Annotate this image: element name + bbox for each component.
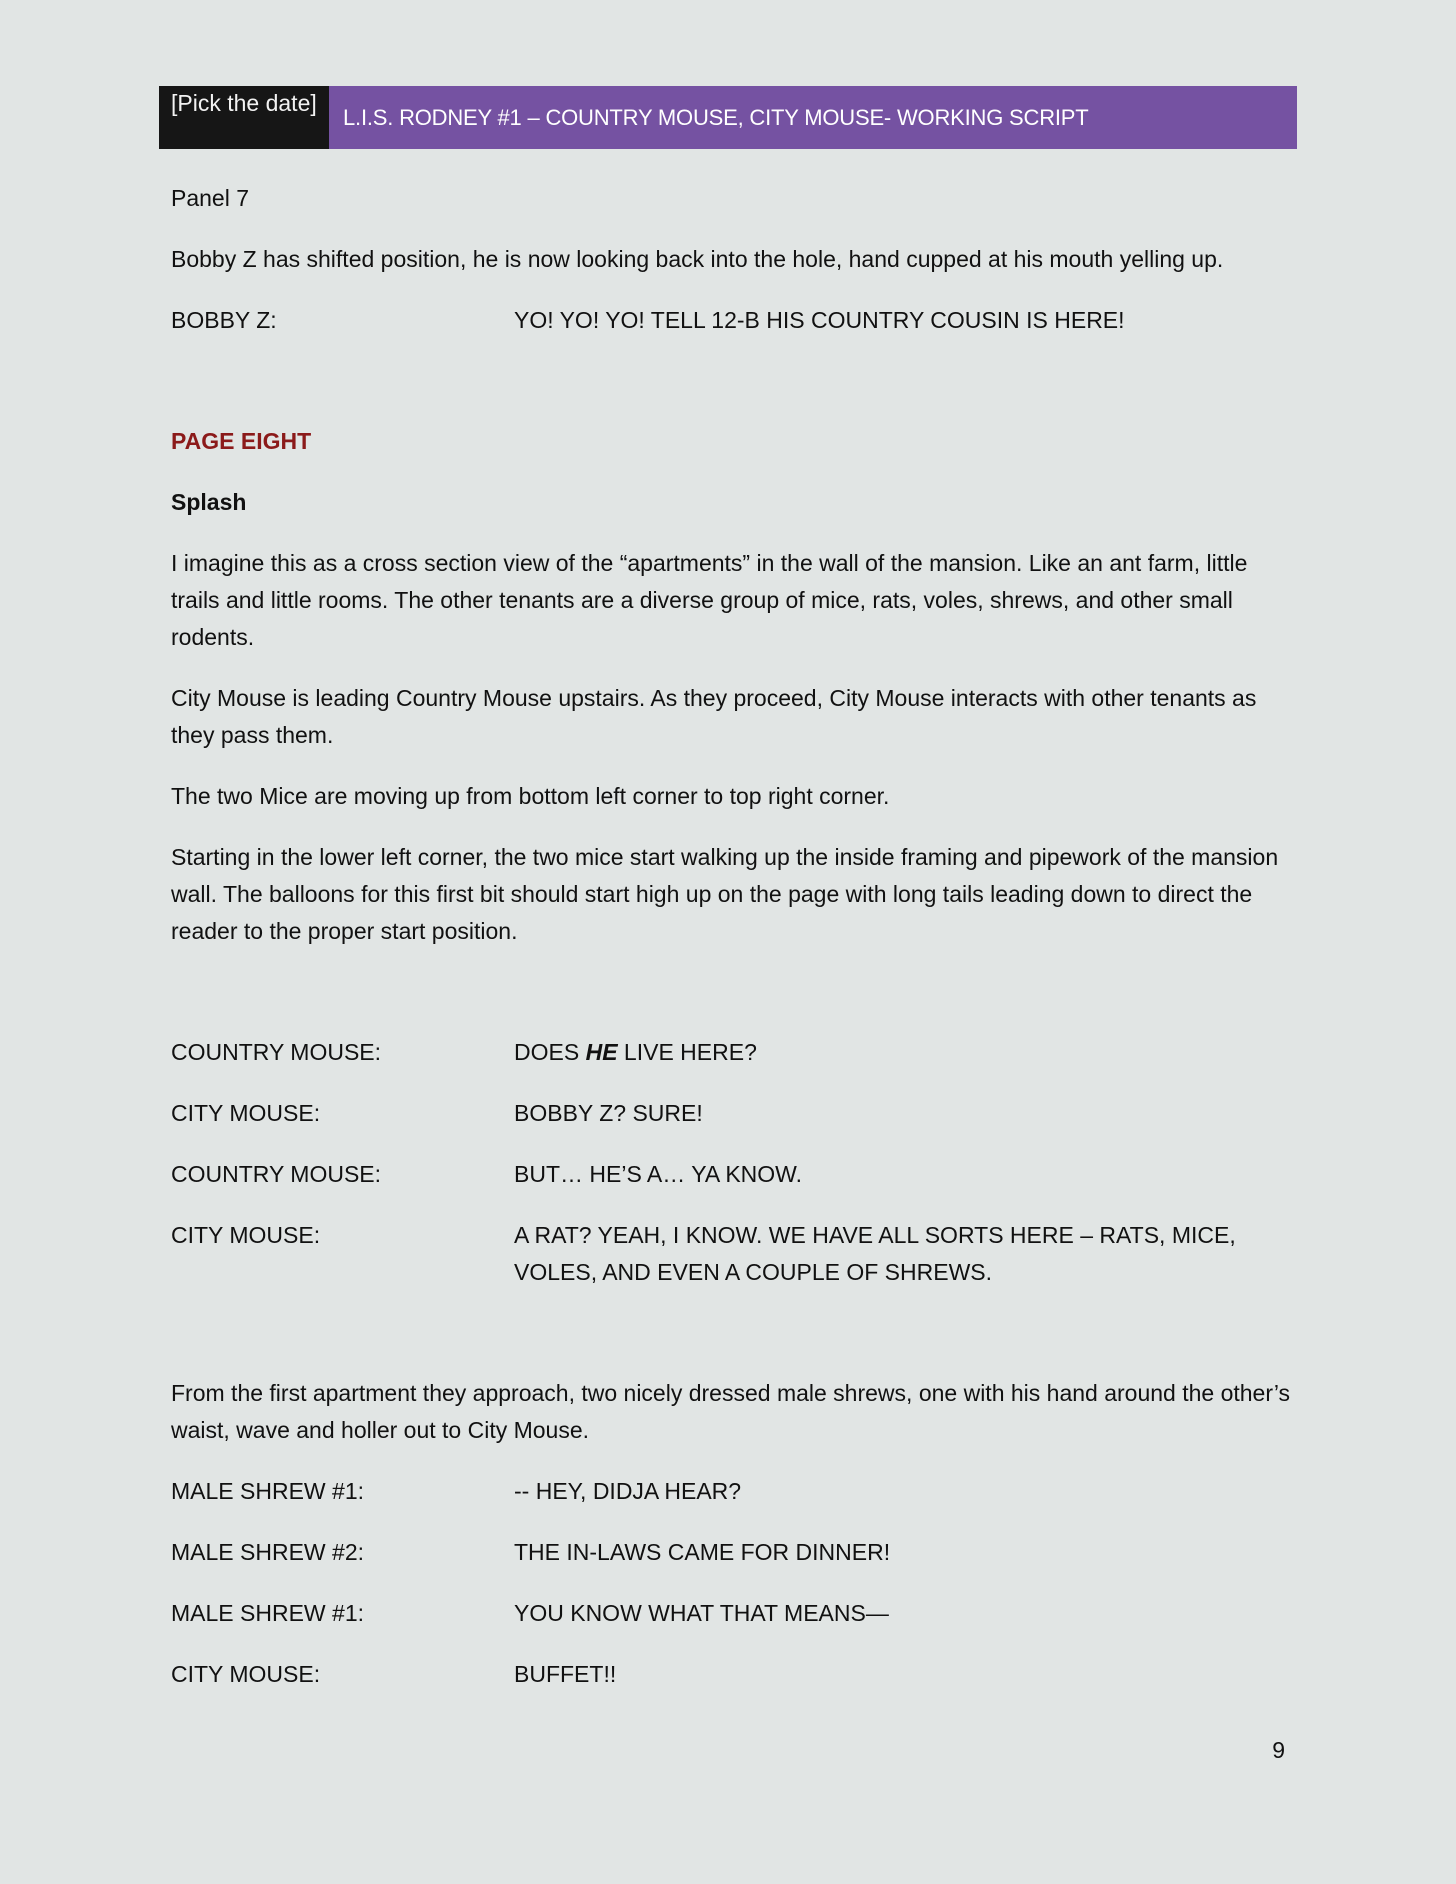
- dialog-row: [171, 1656, 1291, 1693]
- dialog-row: [171, 1156, 1291, 1193]
- dialog-speaker: COUNTRY MOUSE:: [171, 1039, 382, 1065]
- dialog-line: BUT… HE’S A… YA KNOW.: [514, 1161, 802, 1187]
- header-date-field[interactable]: [Pick the date]: [159, 86, 329, 149]
- dialog-row: [171, 302, 1291, 339]
- dialog-line: YO! YO! YO! TELL 12-B HIS COUNTRY COUSIN IS HERE!: [514, 307, 1125, 333]
- dialog-speaker: CITY MOUSE:: [171, 1661, 321, 1687]
- description-paragraph: Starting in the lower left corner, the two mice start walking up the inside framing and pipework of the mansion wall. The balloons for this first bit should start high up on the page with long tails leading down to direct the reader to the proper start position.: [171, 844, 1279, 944]
- dialog-line: [514, 1034, 1291, 1071]
- dialog-speaker: MALE SHREW #2:: [171, 1539, 364, 1565]
- page-number: 9: [1272, 1737, 1285, 1763]
- dialog-row: [171, 1534, 1291, 1571]
- description-paragraph: City Mouse is leading Country Mouse upstairs. As they proceed, City Mouse interacts with other tenants as they pass them.: [171, 685, 1257, 748]
- dialog-line: YOU KNOW WHAT THAT MEANS—: [514, 1600, 889, 1626]
- dialog-row: [171, 1595, 1291, 1632]
- dialog-line: A RAT? YEAH, I KNOW. WE HAVE ALL SORTS HERE – RATS, MICE, VOLES, AND EVEN A COUPLE OF SHREWS.: [514, 1222, 1236, 1285]
- dialog-row: [171, 1217, 1291, 1291]
- description-paragraph: From the first apartment they approach, two nicely dressed male shrews, one with his hand around the other’s waist, wave and holler out to City Mouse.: [171, 1380, 1291, 1443]
- dialog-speaker: CITY MOUSE:: [171, 1100, 321, 1126]
- dialog-speaker: BOBBY Z:: [171, 307, 277, 333]
- page-heading: PAGE EIGHT: [171, 428, 312, 454]
- page-header: [159, 86, 1297, 149]
- script-body: [171, 180, 1291, 1717]
- dialog-line: BUFFET!!: [514, 1661, 617, 1687]
- dialog-row: [171, 1095, 1291, 1132]
- dialog-emphasis: HE: [585, 1039, 618, 1065]
- header-title: L.I.S. RODNEY #1 – COUNTRY MOUSE, CITY MOUSE- WORKING SCRIPT: [329, 86, 1297, 149]
- description-paragraph: The two Mice are moving up from bottom left corner to top right corner.: [171, 783, 890, 809]
- panel-label: Panel 7: [171, 185, 250, 211]
- splash-label: Splash: [171, 489, 247, 515]
- dialog-row: [171, 1473, 1291, 1510]
- dialog-row: [171, 1034, 1291, 1071]
- dialog-speaker: MALE SHREW #1:: [171, 1600, 364, 1626]
- dialog-line: BOBBY Z? SURE!: [514, 1100, 703, 1126]
- description-paragraph: I imagine this as a cross section view of the “apartments” in the wall of the mansion. Like an ant farm, little trails and little rooms. The other tenants are a diverse group of mice, rats, voles, shrews, and other small rodents.: [171, 550, 1248, 650]
- dialog-line: -- HEY, DIDJA HEAR?: [514, 1478, 742, 1504]
- dialog-speaker: MALE SHREW #1:: [171, 1478, 364, 1504]
- dialog-line-part: LIVE HERE?: [617, 1039, 757, 1065]
- dialog-line-part: DOES: [514, 1039, 586, 1065]
- panel-description: Bobby Z has shifted position, he is now looking back into the hole, hand cupped at his mouth yelling up.: [171, 246, 1224, 272]
- dialog-line: THE IN-LAWS CAME FOR DINNER!: [514, 1539, 891, 1565]
- dialog-speaker: CITY MOUSE:: [171, 1222, 321, 1248]
- dialog-speaker: COUNTRY MOUSE:: [171, 1161, 382, 1187]
